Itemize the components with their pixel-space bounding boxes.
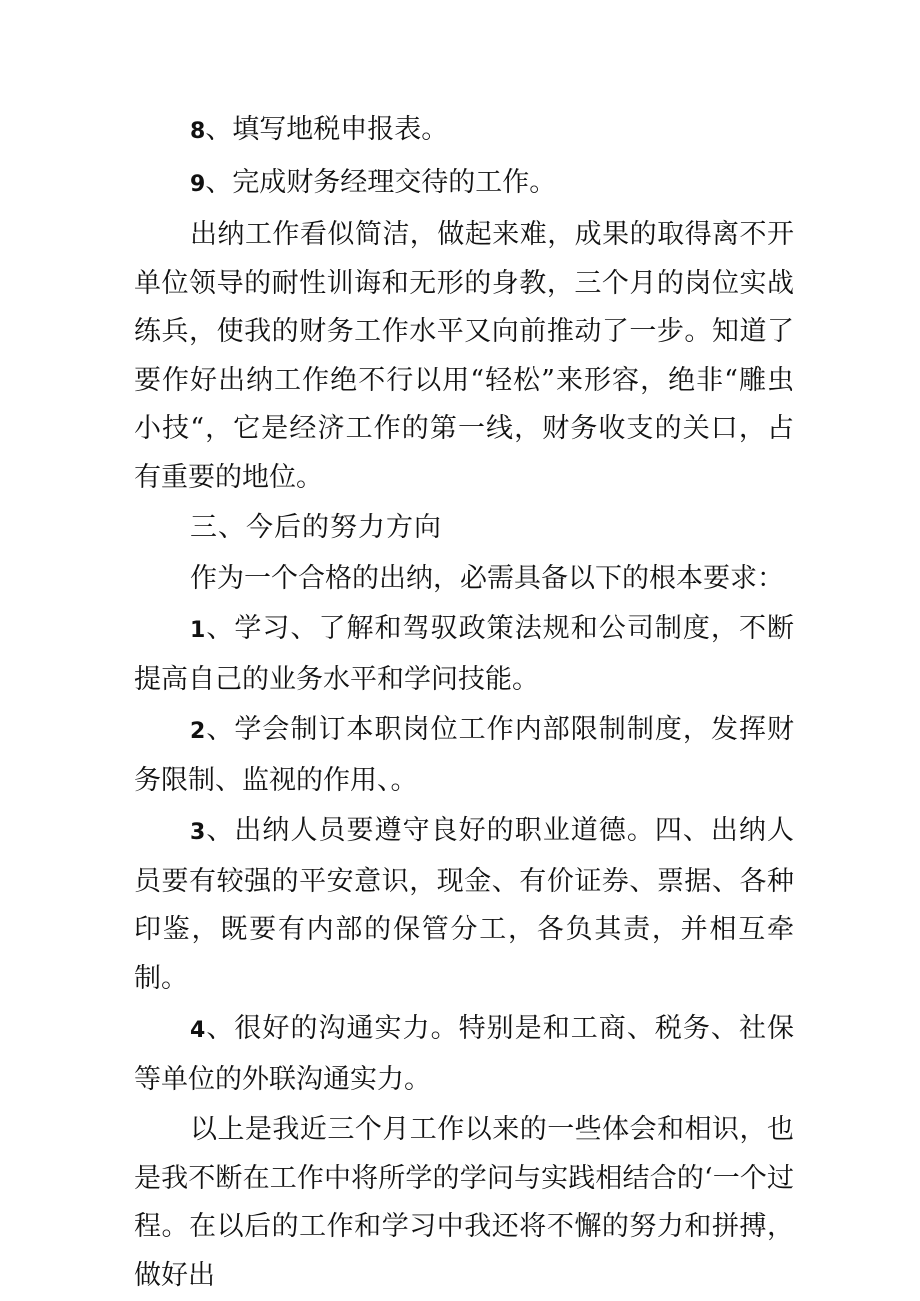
- paragraph-item-9: [134, 159, 794, 210]
- paragraph-text: 、完成财务经理交待的工作。: [205, 166, 557, 198]
- paragraph-text: 以上是我近三个月工作以来的一些体会和相识，也是我不断在工作中将所学的学问与实践相结合的‘一个过程。在以后的工作和学习中我还将不懈的努力和拼搏，做好出: [134, 1114, 794, 1291]
- paragraph-requirements-intro: [134, 555, 794, 604]
- paragraph-text: 、出纳人员要遵守良好的职业道德。四、出纳人员要有较强的平安意识，现金、有价证券、票据、各种印鉴，既要有内部的保管分工，各负其责，并相互牵制。: [134, 815, 794, 994]
- paragraph-item-2: [134, 706, 794, 805]
- paragraph-text: 、很好的沟通实力。特别是和工商、税务、社保等单位的外联沟通实力。: [134, 1013, 794, 1095]
- paragraph-item-3: [134, 807, 794, 1003]
- paragraph-text: 、填写地税申报表。: [205, 114, 449, 145]
- item-number: 2: [190, 719, 206, 744]
- item-number: 1: [190, 618, 206, 643]
- paragraph-item-4: [134, 1005, 794, 1104]
- section-heading-text: 三、今后的努力方向: [190, 512, 442, 543]
- item-number: 4: [190, 1018, 206, 1043]
- paragraph-text: 、学习、了解和驾驭政策法规和公司制度，不断提高自己的业务水平和学问技能。: [134, 613, 794, 695]
- paragraph-item-8: [134, 106, 794, 157]
- paragraph-cashier-summary: [134, 211, 794, 502]
- paragraph-text: 作为一个合格的出纳，必需具备以下的根本要求：: [190, 562, 784, 594]
- document-body: [134, 106, 794, 1300]
- item-number: 3: [190, 820, 206, 845]
- paragraph-conclusion: [134, 1106, 794, 1300]
- item-number: 9: [190, 171, 206, 197]
- paragraph-text: 、学会制订本职岗位工作内部限制制度，发挥财务限制、监视的作用、。: [134, 714, 794, 796]
- paragraph-text: 出纳工作看似简洁，做起来难，成果的取得离不开单位领导的耐性训诲和无形的身教，三个月的岗位实战练兵，使我的财务工作水平又向前推动了一步。知道了要作好出纳工作绝不行以用“轻松”来形容，绝非“雕虫小技“，它是经济工作的第一线，财务收支的关口，占有重要的地位。: [134, 219, 794, 493]
- paragraph-item-1: [134, 605, 794, 704]
- item-number: 8: [190, 119, 206, 144]
- section-heading-future-direction: [134, 504, 794, 553]
